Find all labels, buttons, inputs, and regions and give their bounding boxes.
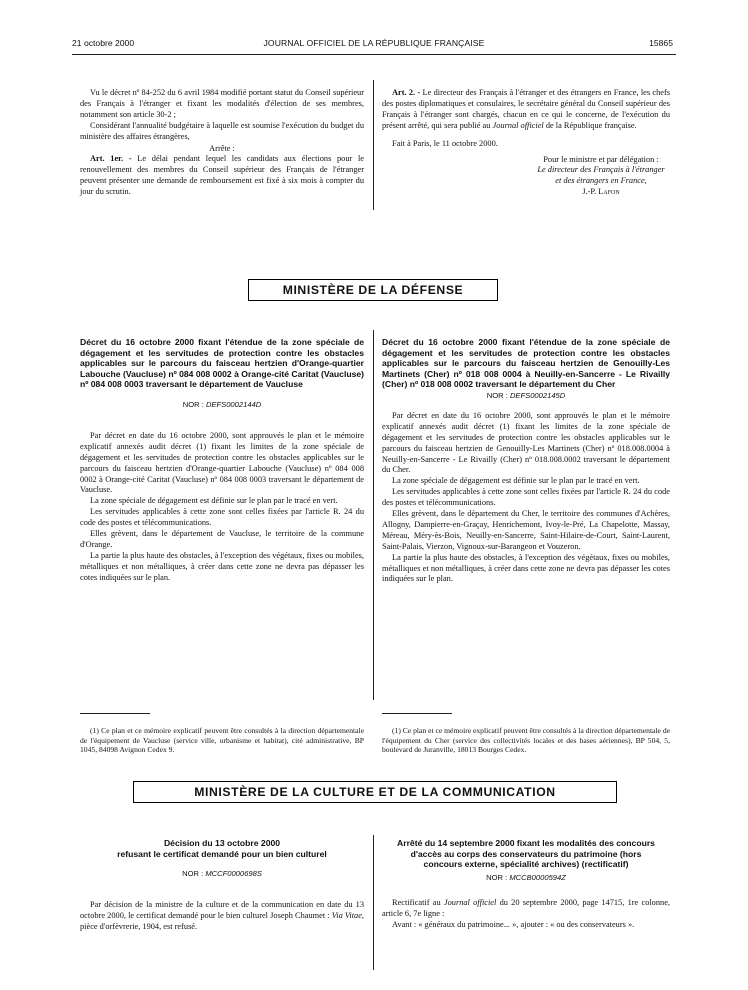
signatory-name: J.-P. Lafon xyxy=(582,187,620,197)
header-date: 21 octobre 2000 xyxy=(72,38,135,48)
ministry-culture-heading: MINISTÈRE DE LA CULTURE ET DE LA COMMUNICATION xyxy=(133,781,617,803)
footnote-vaucluse: (1) Ce plan et ce mémoire explicatif peuvent être consultés à la direction départementale de l'équipement de Vaucluse (service ville, urbanisme et habitat), cité administrative, BP 1045, 84098 Avignon Cedex 9. xyxy=(80,726,364,755)
defense-right-column xyxy=(382,337,670,585)
header-page-number: 15865 xyxy=(649,38,673,48)
delegation-line: Pour le ministre et par délégation : xyxy=(543,154,659,164)
vaucluse-paragraph-2: La zone spéciale de dégagement est définie sur le plan par le tracé en vert. xyxy=(90,496,338,506)
footnote-cher: (1) Ce plan et ce mémoire explicatif peuvent être consultés à la direction départementale de l'équipement du Cher (service des collectivités locales et des bases aériennes), BP 504, 5, boulevard de Juranville, 18013 Bourges Cedex. xyxy=(382,726,670,755)
top-left-column xyxy=(80,88,364,198)
article-2-label: Art. 2. - xyxy=(392,88,421,97)
cher-paragraph-4: Elles grèvent, dans le département du Cher, le territoire des communes d'Achères, Allogny, Dampierre-en-Graçay, Henrichemont, Ivoy-le-Pré, La Chapelotte, Massay, Méreau, Méry-ès-Bois, Neuilly-en-Sancerre, Saint-Hilaire-de-Court, Saint-Laurent, Saint-Palais, Vierzon, Vignoux-sur-Barangeon et Vouzeron. xyxy=(382,509,670,551)
ministry-defense-heading: MINISTÈRE DE LA DÉFENSE xyxy=(248,279,498,301)
article-2: Art. 2. - Le directeur des Français à l'étranger et des étrangers en France, les chefs des postes diplomatiques et consulaires, le secrétaire général du Conseil supérieur des Français à l'étranger sont chargés, chacun en ce qui le concerne, de l'exécution du présent arrêté, qui sera publié au Journal officiel de la République française. xyxy=(382,88,670,130)
header-journal-title: JOURNAL OFFICIEL DE LA RÉPUBLIQUE FRANÇAISE xyxy=(263,38,485,48)
vaucluse-paragraph-3: Les servitudes applicables à cette zone sont celles fixées par l'article R. 24 du code des postes et télécommunications. xyxy=(80,507,364,528)
cher-paragraph-5: La partie la plus haute des obstacles, à l'exception des végétaux, fixes ou mobiles, métalliques et non métalliques, à créer dans cette zone ne devra pas dépasser les cotes indiquées sur le plan. xyxy=(382,552,670,584)
column-divider-defense xyxy=(373,330,374,700)
decision-title-line-1: Décision du 13 octobre 2000 xyxy=(163,838,281,848)
culture-left-column xyxy=(80,838,364,933)
article-1-label: Art. 1er. - xyxy=(90,154,132,164)
cher-paragraph-3: Les servitudes applicables à cette zone sont celles fixées par l'article R. 24 du code des postes et télécommunications. xyxy=(382,487,670,508)
cher-paragraph-2: La zone spéciale de dégagement est définie sur le plan par le tracé en vert. xyxy=(392,476,640,486)
rectificatif-correction: Avant : « généraux du patrimoine... », ajouter : « ou des conservateurs ». xyxy=(392,919,635,929)
defense-left-column xyxy=(80,337,364,584)
vaucluse-paragraph-5: La partie la plus haute des obstacles, à l'exception des végétaux, fixes ou mobiles, métalliques et non métalliques, à créer dans cette zone ne devra pas dépasser les cotes indiquées sur le plan. xyxy=(80,550,364,582)
decision-title-line-2: refusant le certificat demandé pour un bien culturel xyxy=(117,848,327,859)
vaucluse-paragraph-1: Par décret en date du 16 octobre 2000, sont approuvés le plan et le mémoire explicatif annexés audit décret (1) fixant les limites de la zone spéciale de dégagement et les servitudes de protection contre les obstacles applicables sur le parcours du faisceau hertzien d'Orange-quartier Labouche (Vaucluse) nº 084 008 0002 à Orange-cité Caritat (Vaucluse) nº 084 008 0003 traversant le département de Vaucluse. xyxy=(80,430,364,495)
header-rule xyxy=(72,54,676,55)
signatory-title-2: et des étrangers en France, xyxy=(555,176,647,186)
fait-a-paris: Fait à Paris, le 11 octobre 2000. xyxy=(392,138,498,148)
cher-paragraph-1: Par décret en date du 16 octobre 2000, sont approuvés le plan et le mémoire explicatif annexés audit décret (1) fixant les limites de la zone spéciale de dégagement et les servitudes de protection contre les obstacles applicables sur le parcours du faisceau hertzien de Genouilly-Les Martinets (Cher) nº 018.008.0004 à Neuilly-en-Sancerre - Le Rivailly (Cher) nº 018.008.0002 traversant le département du Cher. xyxy=(382,410,670,475)
article-1-text: Le délai pendant lequel les candidats aux élections pour le renouvellement des membres du Conseil supérieur des Français de l'étranger peuvent présenter une demande de remboursement est fixé à six mois à compter du jour du scrutin. xyxy=(80,154,364,197)
culture-right-column xyxy=(382,838,670,930)
rectificatif-paragraph: Rectificatif au Journal officiel du 20 septembre 2000, page 14715, 1re colonne, article 6, 7e ligne : xyxy=(382,897,670,918)
vaucluse-paragraph-4: Elles grèvent, dans le département de Vaucluse, le territoire de la commune d'Orange. xyxy=(80,529,364,549)
column-divider-culture xyxy=(373,835,374,970)
defense-right-footnote xyxy=(382,726,670,755)
decision-paragraph: Par décision de la ministre de la culture et de la communication en date du 13 octobre 2000, le certificat demandé pour le bien culturel Joseph Chaumet : Via Vitae, pièce d'orfèvrerie, 1904, est refusé. xyxy=(80,900,364,931)
decree-title-vaucluse: Décret du 16 octobre 2000 fixant l'étendue de la zone spéciale de dégagement et les servitudes de protection contre les obstacles applicables sur le parcours du faisceau hertzien d'Orange-quartier Labouche (Vaucluse) nº 084 008 0002 à Orange-cité Caritat (Vaucluse) nº 084 008 0003 traversant le département de Vaucluse xyxy=(80,337,364,390)
column-divider-top xyxy=(373,80,374,210)
vu-paragraph: Vu le décret nº 84-252 du 6 avril 1984 modifié portant statut du Conseil supérieur des Français à l'étranger et fixant les modalités d'élection de ses membres, notamment son article 30-2 ; xyxy=(80,88,364,119)
nor-cher: NOR : DEFS0002145D xyxy=(486,390,566,400)
footnote-rule xyxy=(80,713,150,714)
running-header xyxy=(0,38,748,52)
nor-vaucluse: NOR : DEFS0002144D xyxy=(182,399,262,409)
decree-title-cher: Décret du 16 octobre 2000 fixant l'étendue de la zone spéciale de dégagement et les servitudes de protection contre les obstacles applicables sur le parcours du faisceau hertzien de Genouilly-Les Martinets (Cher) nº 018 008 0004 à Neuilly-en-Sancerre - Le Rivailly (Cher) nº 018 008 0002 traversant le département du Cher xyxy=(382,337,670,390)
defense-left-footnote xyxy=(80,726,364,755)
top-right-column xyxy=(382,88,670,198)
signatory-title-1: Le directeur des Français à l'étranger xyxy=(537,165,665,175)
nor-decision: NOR : MCCF0000698S xyxy=(182,869,262,879)
footnote-rule xyxy=(382,713,452,714)
considerant-paragraph: Considérant l'annualité budgétaire à laquelle est soumise l'exécution du budget du ministère des affaires étrangères, xyxy=(80,120,364,141)
arrete-title: Arrêté du 14 septembre 2000 fixant les modalités des concours d'accès au corps des conservateurs du patrimoine (hors concours externe, spécialité archives) (rectificatif) xyxy=(397,838,655,870)
article-1 xyxy=(80,154,364,198)
arrete-heading: Arrête : xyxy=(209,143,235,153)
nor-arrete: NOR : MCCB0000594Z xyxy=(486,872,566,882)
